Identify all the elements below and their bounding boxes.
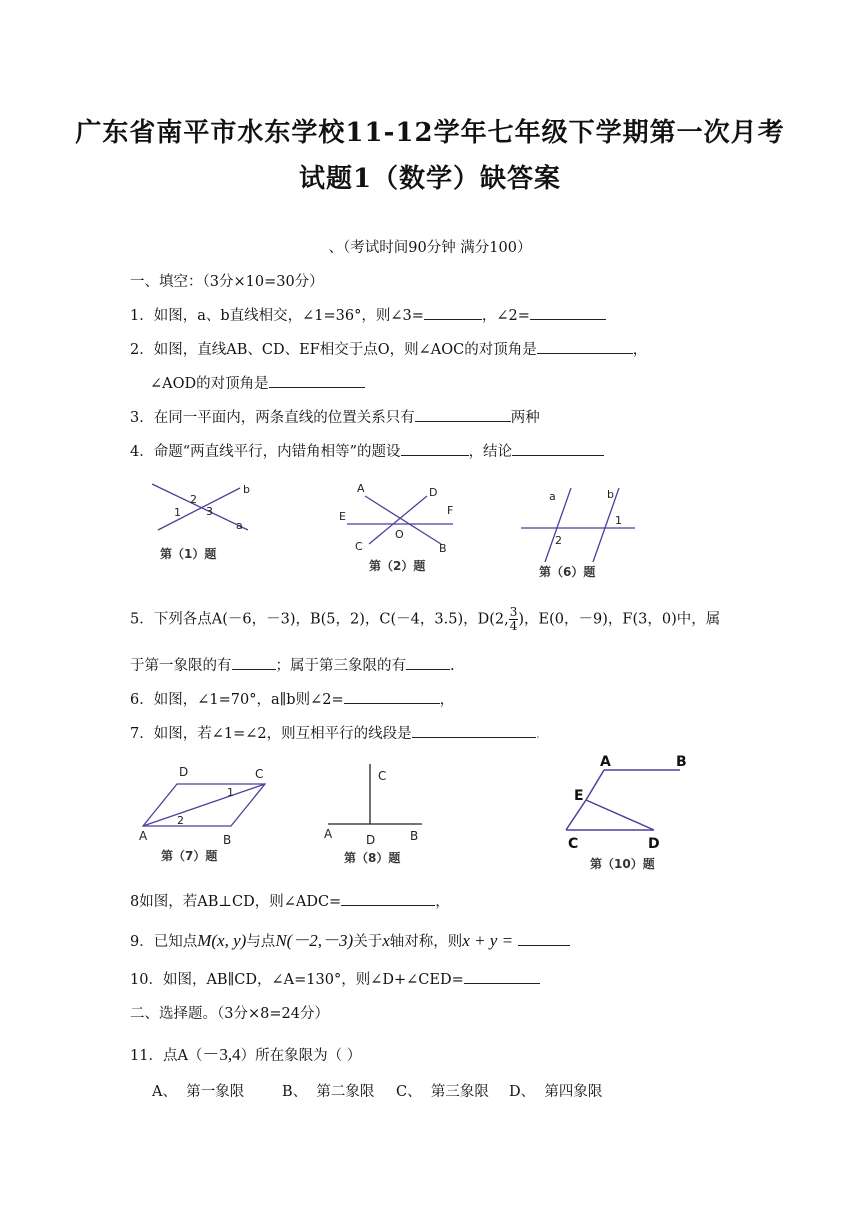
q5-point-D-pre: ，D(2, xyxy=(463,611,509,628)
q4-blank-2[interactable] xyxy=(512,441,604,456)
q2-text-a: 2．如图，直线AB、CD、EF相交于点O，则∠AOC的对顶角是 xyxy=(130,342,537,358)
q11-text-a: 11．点A（ xyxy=(130,1048,203,1064)
diagonal-ac xyxy=(143,784,265,826)
fig1-caption: 第（1）题 xyxy=(160,547,217,561)
fig1-label-a: a xyxy=(236,519,243,532)
fig1-label-1: 1 xyxy=(174,506,181,519)
q9-text-c: 关于 xyxy=(353,934,383,950)
fig2-label-D: D xyxy=(429,486,438,499)
q11-option-c-letter: C、 xyxy=(396,1084,422,1100)
q5-point-C: ，C(－4，3.5) xyxy=(364,611,464,628)
fig7-label-1: 1 xyxy=(227,786,234,799)
page-title: 广东省南平市水东学校11-12学年七年级下学期第一次月考 xyxy=(75,118,785,148)
figure-1 xyxy=(140,478,270,568)
fig8-label-D: D xyxy=(366,833,376,847)
q6-blank[interactable] xyxy=(344,689,440,704)
q5-fraction xyxy=(509,606,519,633)
fig10-label-E: E xyxy=(574,788,584,804)
fig2-label-O: O xyxy=(395,528,404,541)
fig7-label-2: 2 xyxy=(177,814,184,827)
q5-point-E: ，E(0，－9) xyxy=(524,611,608,628)
q9-axis-x: x xyxy=(382,931,390,950)
q9-text-a: 9．已知点 xyxy=(130,934,198,950)
question-2-line2 xyxy=(150,372,365,393)
q9-point-M: M(x, y) xyxy=(197,931,247,950)
question-5-line2 xyxy=(130,654,455,675)
q1-text-b: ，∠2= xyxy=(481,308,530,324)
q11-option-b[interactable] xyxy=(282,1080,374,1101)
q5-blank-2[interactable] xyxy=(406,655,450,670)
q1-blank-2[interactable] xyxy=(530,305,606,320)
q11-option-a[interactable] xyxy=(152,1080,244,1101)
fig8-caption: 第（8）题 xyxy=(344,851,401,865)
fig6-label-b: b xyxy=(607,488,614,501)
fig10-label-D: D xyxy=(648,836,660,852)
q5-blank-1[interactable] xyxy=(232,655,276,670)
fig2-caption: 第（2）题 xyxy=(369,559,426,573)
fig7-caption: 第（7）题 xyxy=(161,849,218,863)
exam-info: 、（考试时间90分钟 满分100） xyxy=(328,240,532,256)
q11-option-a-text: 第一象限 xyxy=(186,1084,245,1100)
fig2-label-E: E xyxy=(339,510,346,523)
q9-expression: x + y = xyxy=(462,931,514,950)
q11-option-d[interactable] xyxy=(509,1080,602,1101)
fig8-label-C: C xyxy=(378,769,387,783)
q11-option-c-text: 第三象限 xyxy=(430,1084,489,1100)
q8-text-b: ， xyxy=(435,894,450,910)
segment-ae xyxy=(586,770,604,800)
q2-blank-1[interactable] xyxy=(537,339,633,354)
q6-text-a: 6．如图，∠1=70°，a∥b则∠2= xyxy=(130,692,344,708)
q5-text-a: 5．下列各点 xyxy=(130,611,212,628)
fig2-label-A: A xyxy=(357,482,365,495)
q11-text-b: ）所在象限为（ ） xyxy=(240,1048,362,1064)
fig10-caption: 第（10）题 xyxy=(590,857,655,871)
q5-fraction-denominator: 4 xyxy=(509,619,518,633)
figure-7 xyxy=(135,762,285,867)
q7-blank[interactable] xyxy=(412,723,536,738)
fig7-label-D: D xyxy=(179,765,189,779)
q5-point-B: ，B(5，2) xyxy=(295,611,365,628)
q11-option-d-text: 第四象限 xyxy=(544,1084,603,1100)
q1-blank-1[interactable] xyxy=(424,305,482,320)
q3-text-b: 两种 xyxy=(510,410,540,426)
question-8 xyxy=(130,890,450,911)
q11-option-c[interactable] xyxy=(396,1080,489,1101)
q4-text-b: ，结论 xyxy=(468,444,513,460)
q4-blank-1[interactable] xyxy=(401,441,469,456)
q7-text-b: . xyxy=(535,726,541,742)
question-6 xyxy=(130,688,454,709)
section-2-heading: 二、选择题。（3分×8=24分） xyxy=(130,1006,329,1022)
q5-point-F: ，F(3，0)中，属 xyxy=(607,611,721,628)
q8-blank[interactable] xyxy=(341,891,435,906)
figure-2 xyxy=(335,480,475,580)
fig6-caption: 第（6）题 xyxy=(539,565,596,579)
question-7 xyxy=(130,722,540,743)
q6-text-b: ， xyxy=(439,692,455,708)
q11-option-b-letter: B、 xyxy=(282,1084,308,1100)
q2-text-b: ， xyxy=(632,342,648,358)
q5-point-A: A(－6，－3) xyxy=(211,611,296,628)
q5-point-D-post: ) xyxy=(518,611,525,628)
fig7-label-A: A xyxy=(139,829,148,843)
figure-6 xyxy=(515,482,645,582)
q11-option-d-letter: D、 xyxy=(509,1084,536,1100)
q9-blank[interactable] xyxy=(518,931,570,946)
fig8-label-B: B xyxy=(410,829,419,843)
q5-text-line2b: ；属于第三象限的有 xyxy=(275,658,406,674)
fig1-label-b: b xyxy=(243,483,250,496)
segment-ed xyxy=(586,800,654,830)
fig7-label-B: B xyxy=(223,833,232,847)
q5-text-line2c: . xyxy=(450,658,455,674)
question-1 xyxy=(130,304,606,325)
q5-text-line2a: 于第一象限的有 xyxy=(130,658,232,674)
q5-fraction-numerator: 3 xyxy=(509,605,518,619)
q10-text-a: 10．如图，AB∥CD，∠A=130°，则∠D+∠CED= xyxy=(130,972,464,988)
question-4 xyxy=(130,440,604,461)
q1-text-a: 1．如图，a、b直线相交，∠1=36°，则∠3= xyxy=(130,308,424,324)
question-10 xyxy=(130,968,540,989)
fig10-label-B: B xyxy=(676,754,687,770)
fig10-label-A: A xyxy=(600,754,611,770)
question-3 xyxy=(130,406,540,427)
fig2-label-B: B xyxy=(439,542,447,555)
q2-text-c: ∠AOD的对顶角是 xyxy=(150,376,269,392)
q3-text-a: 3．在同一平面内，两条直线的位置关系只有 xyxy=(130,410,415,426)
q11-coordinate: －3,4 xyxy=(202,1045,241,1064)
fig10-label-C: C xyxy=(568,836,579,852)
question-11 xyxy=(130,1040,361,1065)
fig2-label-C: C xyxy=(355,540,363,553)
section-1-heading: 一、填空：（3分×10=30分） xyxy=(130,274,324,290)
page-subtitle: 试题1（数学）缺答案 xyxy=(298,164,562,194)
fig1-label-2: 2 xyxy=(190,493,197,506)
fig6-label-1: 1 xyxy=(615,514,622,527)
q3-blank[interactable] xyxy=(415,407,511,422)
question-9 xyxy=(130,926,570,951)
line-b xyxy=(158,488,240,530)
q9-text-b: 与点 xyxy=(246,934,276,950)
fig1-label-3: 3 xyxy=(206,505,213,518)
q11-option-a-letter: A、 xyxy=(152,1084,177,1100)
q10-blank[interactable] xyxy=(464,969,540,984)
q9-point-N: N(－2,－3) xyxy=(275,931,354,950)
fig6-label-a: a xyxy=(549,490,556,503)
q8-text-a: 8如图，若AB⊥CD，则∠ADC= xyxy=(130,894,342,910)
q7-text-a: 7．如图，若∠1=∠2，则互相平行的线段是 xyxy=(130,726,412,742)
fig6-label-2: 2 xyxy=(555,534,562,547)
question-2 xyxy=(130,338,647,359)
question-5 xyxy=(130,606,720,633)
q2-blank-2[interactable] xyxy=(269,373,365,388)
fig7-label-C: C xyxy=(255,767,264,781)
q9-text-d: 轴对称，则 xyxy=(389,934,463,950)
segment-ec xyxy=(566,800,586,830)
figure-10 xyxy=(562,752,702,877)
figure-8 xyxy=(320,760,435,870)
fig8-label-A: A xyxy=(324,827,333,841)
fig2-label-F: F xyxy=(447,504,454,517)
q11-option-b-text: 第二象限 xyxy=(316,1084,375,1100)
q4-text-a: 4．命题“两直线平行，内错角相等”的题设 xyxy=(130,444,401,460)
